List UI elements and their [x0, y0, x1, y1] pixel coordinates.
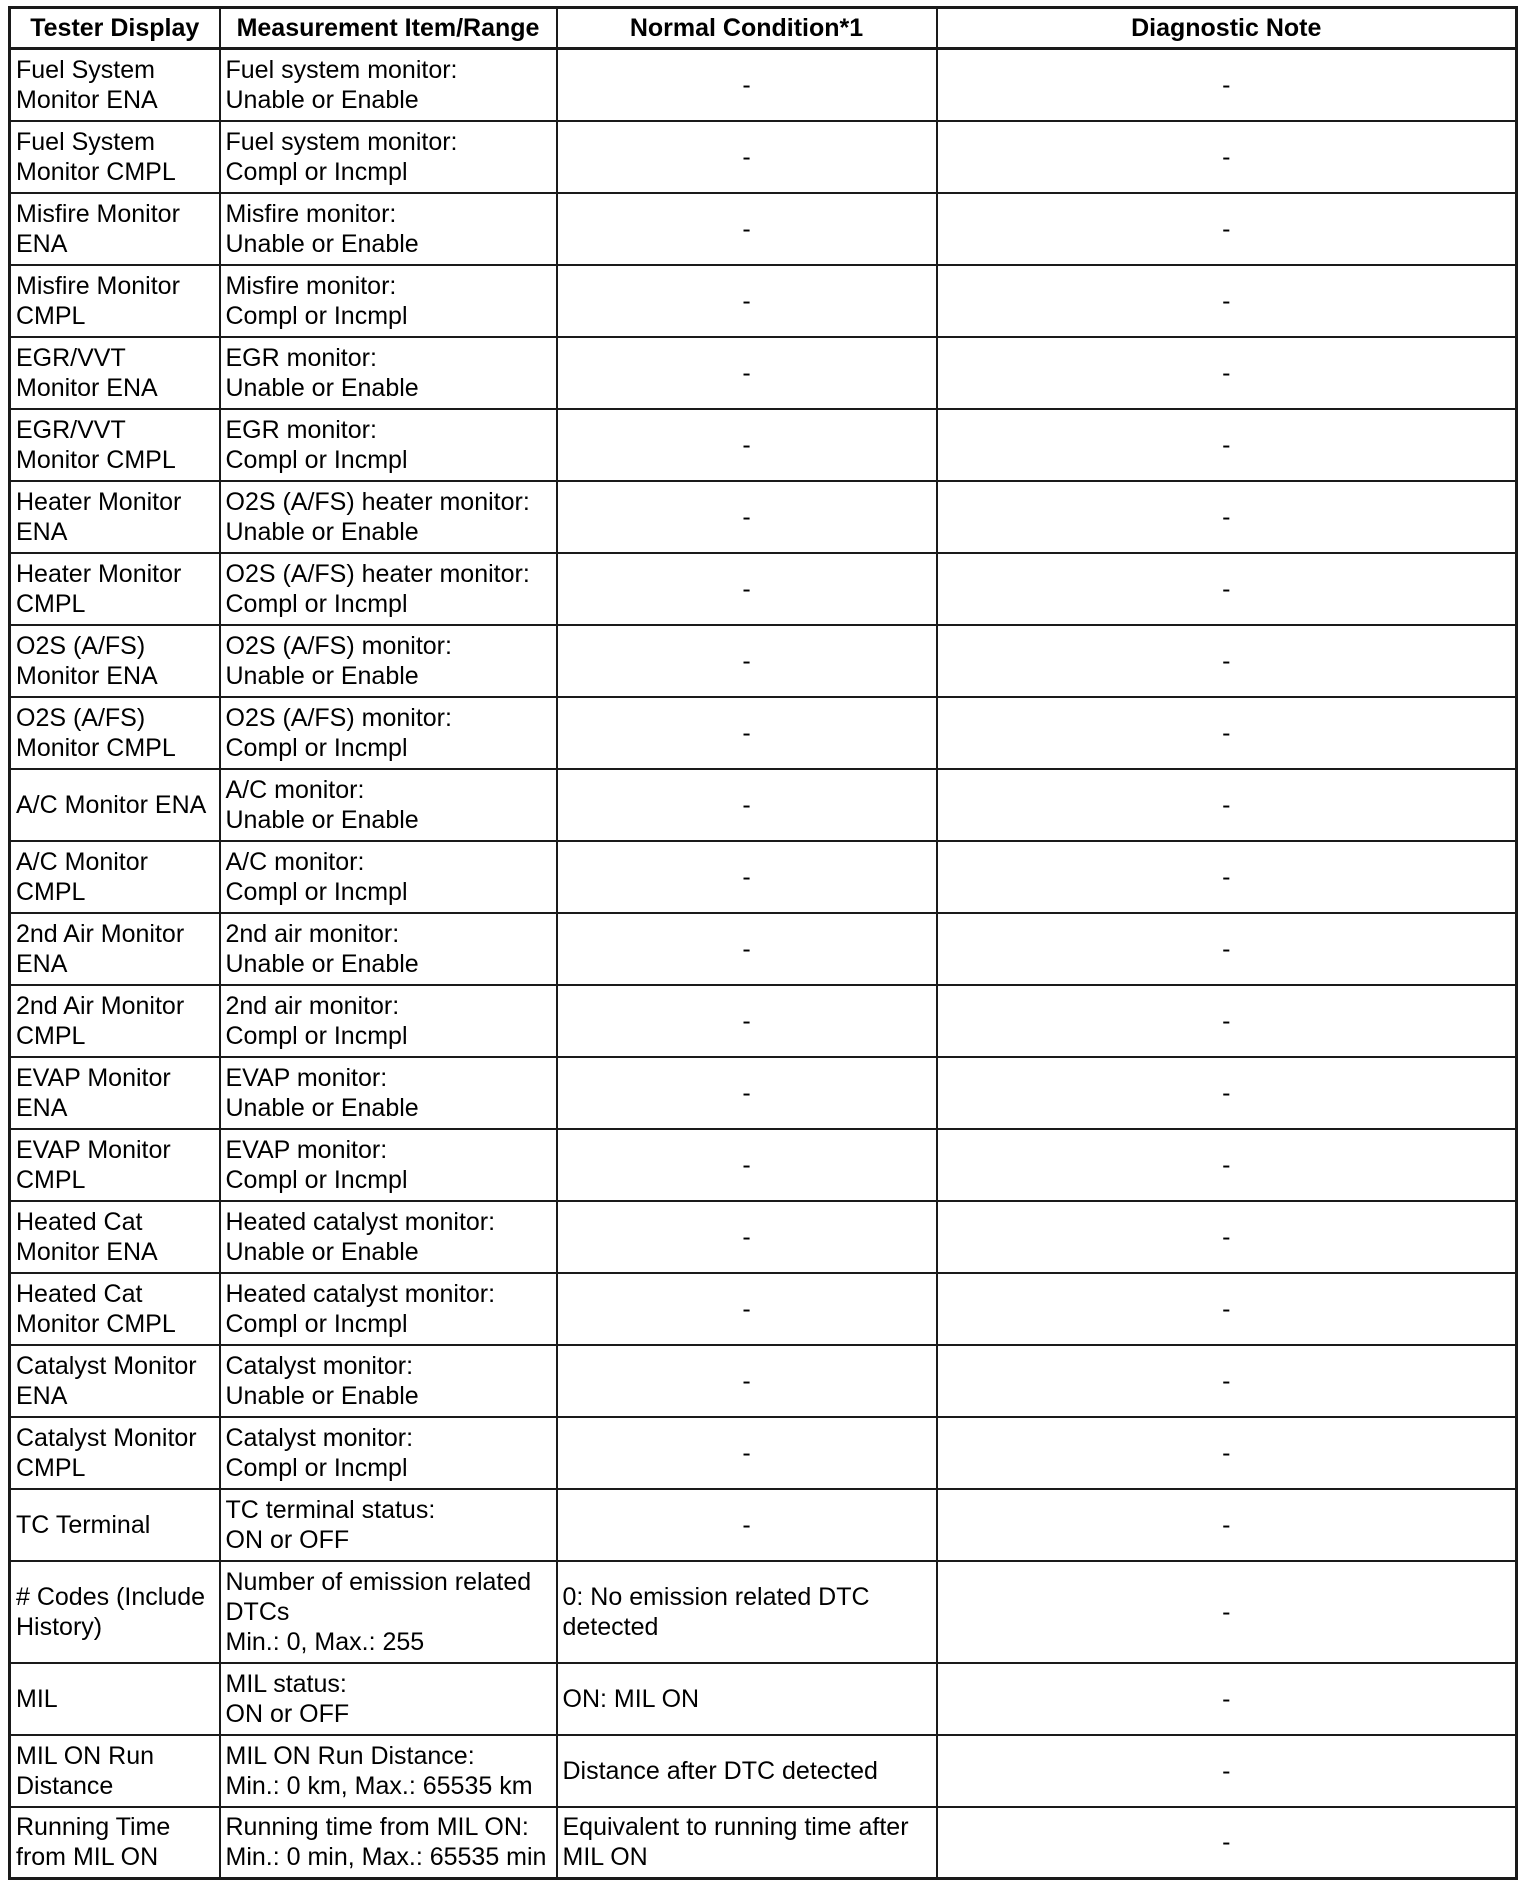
- cell-diagnostic-note: -: [937, 265, 1517, 337]
- cell-tester-display: MIL: [10, 1663, 220, 1735]
- cell-tester-display: Heater Monitor CMPL: [10, 553, 220, 625]
- cell-normal-condition: -: [557, 841, 937, 913]
- cell-normal-condition: -: [557, 409, 937, 481]
- cell-normal-condition: -: [557, 913, 937, 985]
- cell-measurement-item: EGR monitor: Unable or Enable: [220, 337, 557, 409]
- cell-tester-display: Fuel System Monitor CMPL: [10, 121, 220, 193]
- cell-tester-display: O2S (A/FS) Monitor ENA: [10, 625, 220, 697]
- cell-measurement-item: Heated catalyst monitor: Unable or Enable: [220, 1201, 557, 1273]
- cell-measurement-item: O2S (A/FS) monitor: Compl or Incmpl: [220, 697, 557, 769]
- table-row: [10, 121, 1517, 193]
- cell-diagnostic-note: -: [937, 553, 1517, 625]
- cell-tester-display: Catalyst Monitor CMPL: [10, 1417, 220, 1489]
- cell-normal-condition: -: [557, 481, 937, 553]
- cell-diagnostic-note: -: [937, 769, 1517, 841]
- table-body: [10, 49, 1517, 1879]
- cell-diagnostic-note: -: [937, 1807, 1517, 1879]
- table-row: [10, 1735, 1517, 1807]
- cell-tester-display: Catalyst Monitor ENA: [10, 1345, 220, 1417]
- cell-normal-condition: -: [557, 625, 937, 697]
- cell-tester-display: A/C Monitor ENA: [10, 769, 220, 841]
- table-row: [10, 1807, 1517, 1879]
- cell-diagnostic-note: -: [937, 1561, 1517, 1663]
- cell-tester-display: Misfire Monitor ENA: [10, 193, 220, 265]
- cell-diagnostic-note: -: [937, 121, 1517, 193]
- cell-normal-condition: -: [557, 193, 937, 265]
- table-row: [10, 913, 1517, 985]
- cell-measurement-item: EVAP monitor: Compl or Incmpl: [220, 1129, 557, 1201]
- cell-measurement-item: TC terminal status: ON or OFF: [220, 1489, 557, 1561]
- cell-diagnostic-note: -: [937, 697, 1517, 769]
- cell-normal-condition: -: [557, 1417, 937, 1489]
- header-row: [10, 8, 1517, 49]
- cell-diagnostic-note: -: [937, 1129, 1517, 1201]
- cell-diagnostic-note: -: [937, 1489, 1517, 1561]
- cell-normal-condition: -: [557, 1057, 937, 1129]
- cell-tester-display: O2S (A/FS) Monitor CMPL: [10, 697, 220, 769]
- cell-measurement-item: O2S (A/FS) monitor: Unable or Enable: [220, 625, 557, 697]
- header-normal-condition: Normal Condition*1: [557, 8, 937, 49]
- cell-diagnostic-note: -: [937, 1057, 1517, 1129]
- cell-normal-condition: 0: No emission related DTC detected: [557, 1561, 937, 1663]
- cell-diagnostic-note: -: [937, 1663, 1517, 1735]
- cell-measurement-item: Misfire monitor: Compl or Incmpl: [220, 265, 557, 337]
- cell-tester-display: EGR/VVT Monitor CMPL: [10, 409, 220, 481]
- cell-normal-condition: Equivalent to running time after MIL ON: [557, 1807, 937, 1879]
- table-row: [10, 553, 1517, 625]
- cell-normal-condition: -: [557, 553, 937, 625]
- table-row: [10, 697, 1517, 769]
- cell-diagnostic-note: -: [937, 193, 1517, 265]
- cell-diagnostic-note: -: [937, 841, 1517, 913]
- cell-tester-display: EGR/VVT Monitor ENA: [10, 337, 220, 409]
- cell-diagnostic-note: -: [937, 49, 1517, 121]
- cell-diagnostic-note: -: [937, 1735, 1517, 1807]
- cell-normal-condition: -: [557, 49, 937, 121]
- monitor-data-table: [8, 6, 1518, 1880]
- cell-normal-condition: Distance after DTC detected: [557, 1735, 937, 1807]
- table-row: [10, 1561, 1517, 1663]
- cell-tester-display: Fuel System Monitor ENA: [10, 49, 220, 121]
- cell-diagnostic-note: -: [937, 1345, 1517, 1417]
- cell-diagnostic-note: -: [937, 1201, 1517, 1273]
- cell-measurement-item: 2nd air monitor: Unable or Enable: [220, 913, 557, 985]
- cell-normal-condition: -: [557, 1129, 937, 1201]
- cell-diagnostic-note: -: [937, 985, 1517, 1057]
- cell-measurement-item: O2S (A/FS) heater monitor: Unable or Enable: [220, 481, 557, 553]
- cell-normal-condition: -: [557, 121, 937, 193]
- cell-measurement-item: A/C monitor: Unable or Enable: [220, 769, 557, 841]
- cell-tester-display: EVAP Monitor ENA: [10, 1057, 220, 1129]
- cell-normal-condition: -: [557, 1201, 937, 1273]
- cell-measurement-item: Heated catalyst monitor: Compl or Incmpl: [220, 1273, 557, 1345]
- table-row: [10, 1489, 1517, 1561]
- cell-measurement-item: O2S (A/FS) heater monitor: Compl or Incmpl: [220, 553, 557, 625]
- cell-tester-display: MIL ON Run Distance: [10, 1735, 220, 1807]
- header-diagnostic-note: Diagnostic Note: [937, 8, 1517, 49]
- cell-tester-display: A/C Monitor CMPL: [10, 841, 220, 913]
- cell-measurement-item: Catalyst monitor: Compl or Incmpl: [220, 1417, 557, 1489]
- table-row: [10, 1129, 1517, 1201]
- table-row: [10, 481, 1517, 553]
- table-row: [10, 49, 1517, 121]
- cell-measurement-item: Running time from MIL ON: Min.: 0 min, Max.: 65535 min: [220, 1807, 557, 1879]
- table-row: [10, 1663, 1517, 1735]
- cell-measurement-item: MIL ON Run Distance: Min.: 0 km, Max.: 65535 km: [220, 1735, 557, 1807]
- cell-tester-display: Heater Monitor ENA: [10, 481, 220, 553]
- cell-tester-display: # Codes (Include History): [10, 1561, 220, 1663]
- header-tester-display: Tester Display: [10, 8, 220, 49]
- cell-measurement-item: Catalyst monitor: Unable or Enable: [220, 1345, 557, 1417]
- cell-diagnostic-note: -: [937, 481, 1517, 553]
- cell-normal-condition: -: [557, 1489, 937, 1561]
- cell-measurement-item: 2nd air monitor: Compl or Incmpl: [220, 985, 557, 1057]
- page: [8, 6, 1515, 1880]
- table-row: [10, 769, 1517, 841]
- table-row: [10, 193, 1517, 265]
- table-row: [10, 1417, 1517, 1489]
- cell-normal-condition: -: [557, 1345, 937, 1417]
- cell-tester-display: 2nd Air Monitor CMPL: [10, 985, 220, 1057]
- cell-normal-condition: -: [557, 985, 937, 1057]
- table-row: [10, 985, 1517, 1057]
- cell-diagnostic-note: -: [937, 913, 1517, 985]
- table-row: [10, 265, 1517, 337]
- cell-tester-display: TC Terminal: [10, 1489, 220, 1561]
- cell-measurement-item: EGR monitor: Compl or Incmpl: [220, 409, 557, 481]
- table-row: [10, 625, 1517, 697]
- cell-tester-display: 2nd Air Monitor ENA: [10, 913, 220, 985]
- table-row: [10, 1273, 1517, 1345]
- cell-diagnostic-note: -: [937, 337, 1517, 409]
- cell-normal-condition: ON: MIL ON: [557, 1663, 937, 1735]
- cell-measurement-item: MIL status: ON or OFF: [220, 1663, 557, 1735]
- cell-diagnostic-note: -: [937, 1417, 1517, 1489]
- cell-tester-display: Heated Cat Monitor CMPL: [10, 1273, 220, 1345]
- table-row: [10, 1345, 1517, 1417]
- cell-normal-condition: -: [557, 337, 937, 409]
- cell-diagnostic-note: -: [937, 1273, 1517, 1345]
- cell-measurement-item: Misfire monitor: Unable or Enable: [220, 193, 557, 265]
- cell-diagnostic-note: -: [937, 625, 1517, 697]
- table-row: [10, 841, 1517, 913]
- cell-tester-display: Running Time from MIL ON: [10, 1807, 220, 1879]
- cell-normal-condition: -: [557, 697, 937, 769]
- header-measurement-item: Measurement Item/Range: [220, 8, 557, 49]
- cell-diagnostic-note: -: [937, 409, 1517, 481]
- cell-normal-condition: -: [557, 769, 937, 841]
- cell-measurement-item: Fuel system monitor: Unable or Enable: [220, 49, 557, 121]
- table-row: [10, 337, 1517, 409]
- cell-normal-condition: -: [557, 1273, 937, 1345]
- cell-measurement-item: Number of emission related DTCs Min.: 0, Max.: 255: [220, 1561, 557, 1663]
- cell-measurement-item: EVAP monitor: Unable or Enable: [220, 1057, 557, 1129]
- cell-measurement-item: A/C monitor: Compl or Incmpl: [220, 841, 557, 913]
- table-row: [10, 409, 1517, 481]
- cell-normal-condition: -: [557, 265, 937, 337]
- table-row: [10, 1201, 1517, 1273]
- cell-tester-display: Heated Cat Monitor ENA: [10, 1201, 220, 1273]
- cell-tester-display: Misfire Monitor CMPL: [10, 265, 220, 337]
- cell-measurement-item: Fuel system monitor: Compl or Incmpl: [220, 121, 557, 193]
- table-row: [10, 1057, 1517, 1129]
- cell-tester-display: EVAP Monitor CMPL: [10, 1129, 220, 1201]
